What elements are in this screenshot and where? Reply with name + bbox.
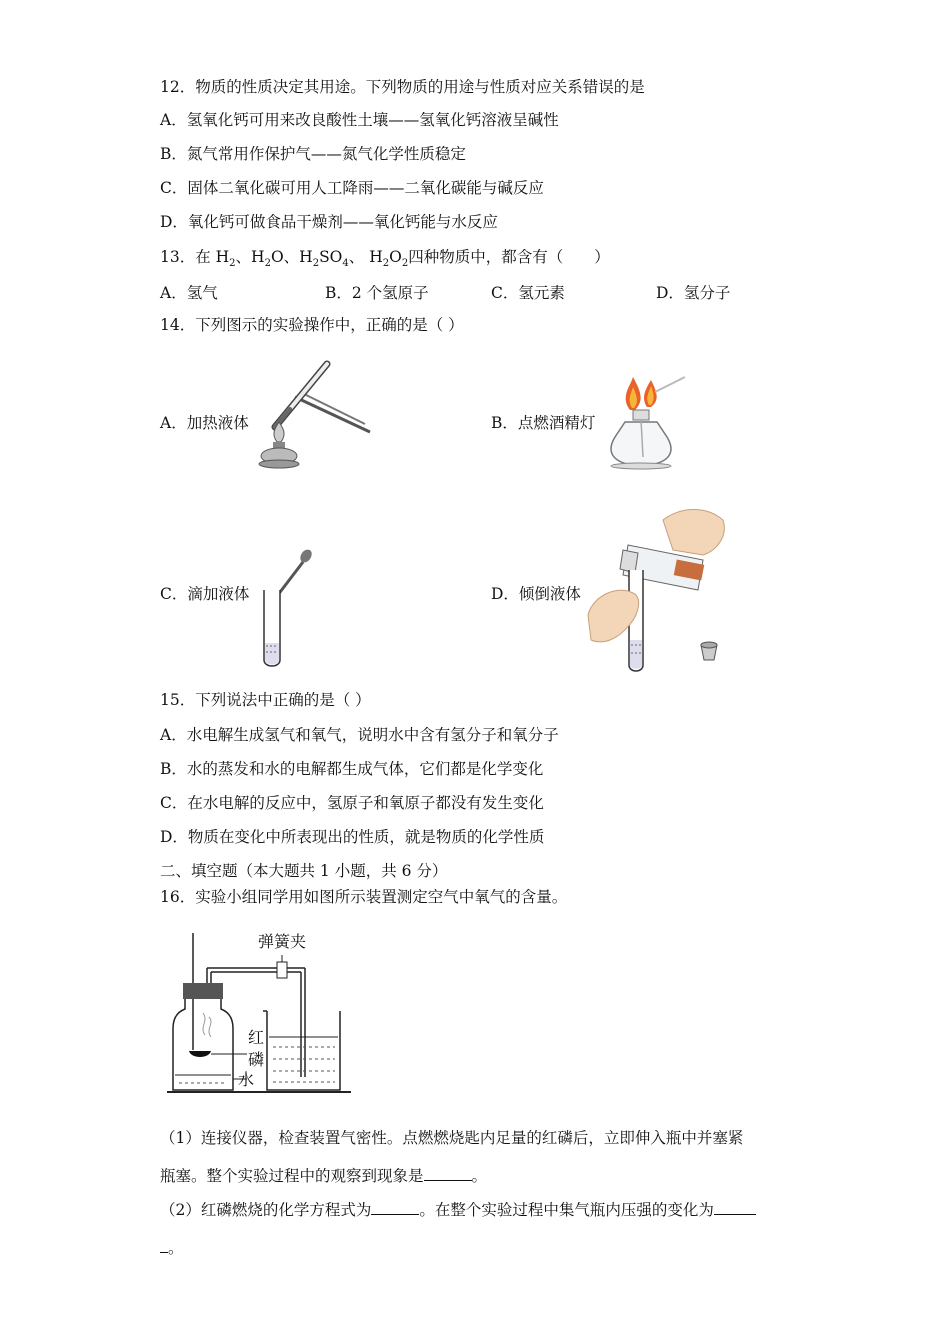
q12-option-a: A．氢氧化钙可用来改良酸性土壤——氢氧化钙溶液呈碱性: [160, 111, 559, 129]
q13-option-d: D．氢分子: [656, 284, 731, 302]
clamp-label: 弹簧夹: [258, 932, 307, 951]
q14-option-d: D．倾倒液体: [491, 585, 581, 603]
pouring-liquid-figure: [583, 505, 728, 675]
q16-part1-line1: （1）连接仪器，检查装置气密性。点燃燃烧匙内足量的红磷后，立即伸入瓶中并塞紧: [160, 1129, 744, 1147]
answer-blank-3[interactable]: [714, 1200, 756, 1215]
q16-stem: 16．实验小组同学用如图所示装置测定空气中氧气的含量。: [160, 888, 568, 906]
q16-part1-line2: 瓶塞。整个实验过程中的观察到现象是 。: [160, 1167, 488, 1185]
section-2-heading: 二、填空题（本大题共 1 小题，共 6 分）: [160, 862, 448, 880]
q13-option-a: A．氢气: [160, 284, 218, 302]
q12-option-d: D．氧化钙可做食品干燥剂——氧化钙能与水反应: [160, 213, 498, 231]
answer-blank-2[interactable]: [371, 1200, 419, 1215]
q12-option-c: C．固体二氧化碳可用人工降雨——二氧化碳能与碱反应: [160, 179, 544, 197]
q15-stem: 15．下列说法中正确的是（ ）: [160, 691, 371, 709]
phosphorus-label: 磷: [248, 1050, 265, 1069]
q14-option-b: B．点燃酒精灯: [491, 414, 596, 432]
q16-part2-line1: （2）红磷燃烧的化学方程式为 。在整个实验过程中集气瓶内压强的变化为: [160, 1200, 756, 1220]
q13-stem: 13．在 $H_2$、$H_2O$、$H_2SO_4$、 $H_2O_2$四种物质中，都含有（ ）: [160, 248, 610, 270]
q15-option-c: C．在水电解的反应中，氢原子和氧原子都没有发生变化: [160, 794, 544, 812]
q12-option-b: B．氮气常用作保护气——氮气化学性质稳定: [160, 145, 466, 163]
q15-option-a: A．水电解生成氢气和氧气，说明水中含有氢分子和氧分子: [160, 726, 559, 744]
dropping-liquid-figure: [258, 548, 318, 670]
q15-option-d: D．物质在变化中所表现出的性质，就是物质的化学性质: [160, 828, 545, 846]
heating-liquid-figure: [255, 352, 375, 472]
red-label: 红: [248, 1028, 265, 1047]
lighting-alcohol-lamp-figure: [605, 372, 695, 472]
q12-stem: 12．物质的性质决定其用途。下列物质的用途与性质对应关系错误的是: [160, 78, 645, 96]
answer-blank-3-continued: [160, 1238, 168, 1253]
q14-option-c: C．滴加液体: [160, 585, 250, 603]
q14-option-a: A．加热液体: [160, 414, 249, 432]
answer-blank-1[interactable]: [424, 1166, 472, 1181]
q14-stem: 14．下列图示的实验操作中，正确的是（ ）: [160, 316, 464, 334]
q16-part2-line2: 。: [160, 1238, 184, 1258]
q13-option-b: B．2 个氢原子: [325, 284, 429, 302]
q13-option-c: C．氢元素: [491, 284, 565, 302]
water-label: 水: [238, 1070, 255, 1089]
q15-option-b: B．水的蒸发和水的电解都生成气体，它们都是化学变化: [160, 760, 544, 778]
